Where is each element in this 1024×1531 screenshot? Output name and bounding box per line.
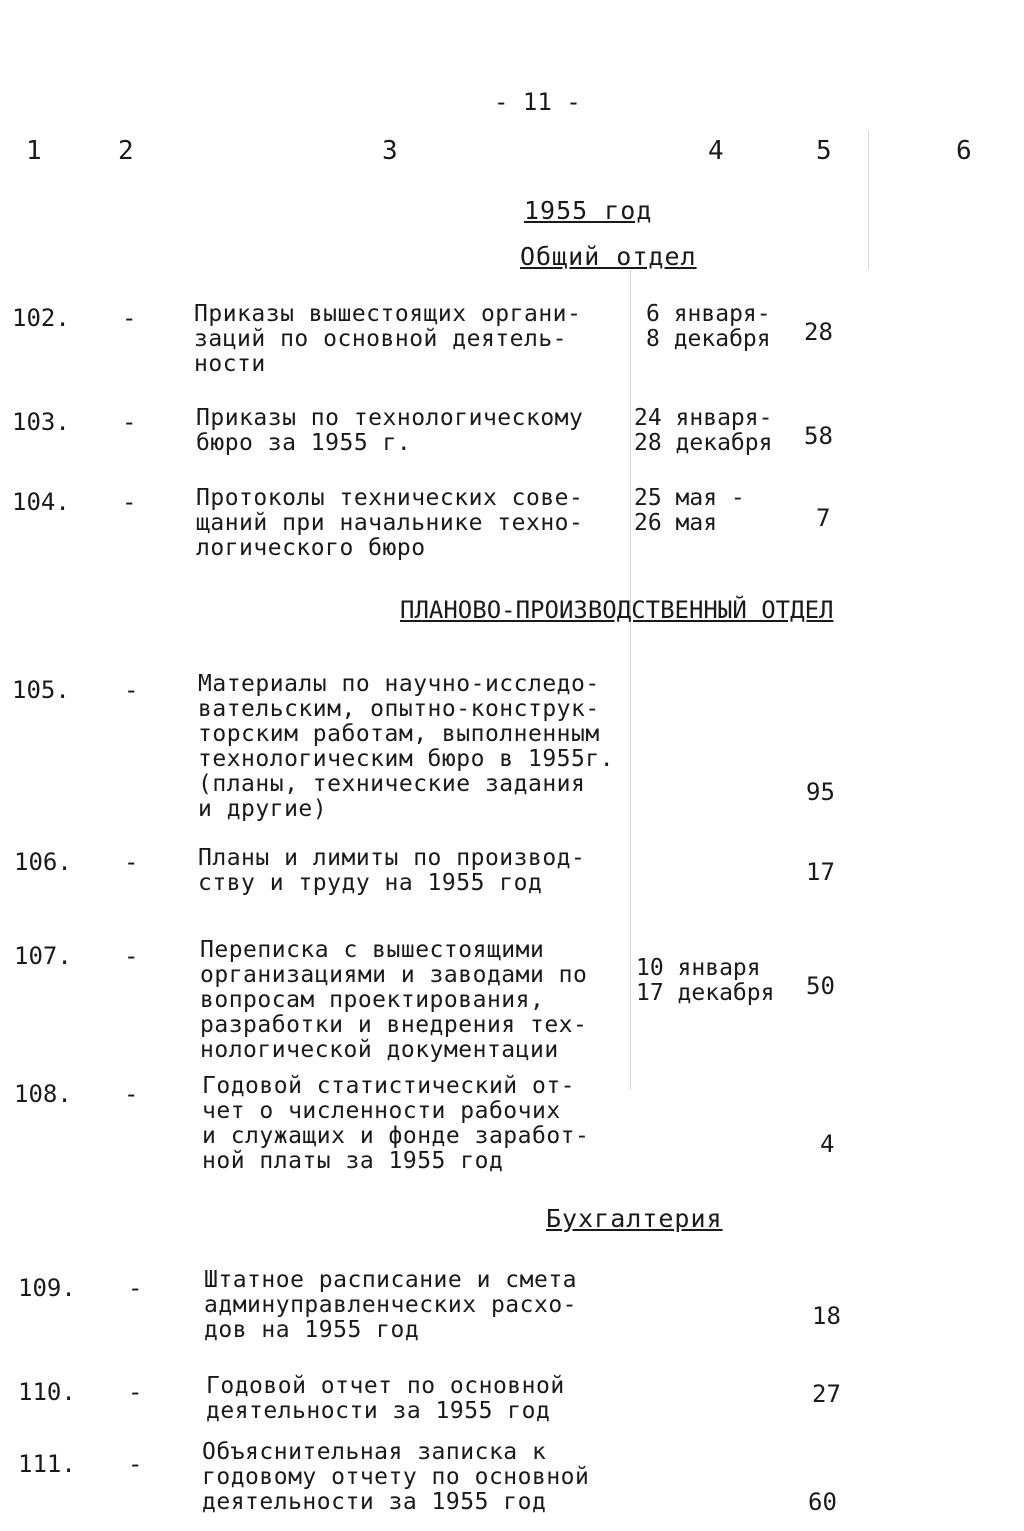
row-number: 107. xyxy=(14,942,72,970)
row-count: 58 xyxy=(804,422,833,450)
row-number: 106. xyxy=(14,848,72,876)
column-divider xyxy=(868,130,869,270)
row-description: Объяснительная записка к годовому отчету по основной деятельности за 1955 год xyxy=(202,1439,590,1515)
row-number: 103. xyxy=(12,408,70,436)
row-number: 104. xyxy=(12,488,70,516)
row-count: 17 xyxy=(806,858,835,886)
row-number: 110. xyxy=(18,1378,76,1406)
row-dates: 6 января- 8 декабря xyxy=(646,301,771,352)
column-header-4: 4 xyxy=(708,136,724,166)
row-number: 108. xyxy=(14,1080,72,1108)
section-title: ПЛАНОВО-ПРОИЗВОДСТВЕННЫЙ ОТДЕЛ xyxy=(400,596,834,624)
row-number: 105. xyxy=(12,676,70,704)
row-dash: - xyxy=(128,1450,143,1478)
row-count: 27 xyxy=(812,1380,841,1408)
row-count: 60 xyxy=(808,1488,837,1516)
row-count: 7 xyxy=(816,504,831,532)
section-title: Общий отдел xyxy=(520,242,697,271)
row-description: Протоколы технических сове- щаний при начальнике техно- логического бюро xyxy=(196,485,584,561)
row-description: Приказы по технологическому бюро за 1955 г. xyxy=(196,405,584,456)
row-description: Годовой статистический от- чет о численности рабочих и служащих и фонде заработ- ной платы за 1955 год xyxy=(202,1073,590,1174)
row-description: Материалы по научно-исследо- вательским, опытно-конструк- торским работам, выполненным технологическим бюро в 1955г. (планы, технические задания и другие) xyxy=(198,671,615,822)
row-dash: - xyxy=(124,942,139,970)
row-count: 4 xyxy=(820,1130,835,1158)
row-dates: 10 января 17 декабря xyxy=(636,955,775,1006)
row-description: Штатное расписание и смета админуправленческих расхо- дов на 1955 год xyxy=(204,1267,578,1343)
row-dash: - xyxy=(124,848,139,876)
row-description: Планы и лимиты по производ- ству и труду на 1955 год xyxy=(198,845,586,896)
row-description: Приказы вышестоящих органи- заций по основной деятель- ности xyxy=(194,301,582,377)
row-dash: - xyxy=(124,1080,139,1108)
row-number: 109. xyxy=(18,1274,76,1302)
row-dash: - xyxy=(122,408,137,436)
column-divider xyxy=(630,270,631,1090)
column-header-6: 6 xyxy=(956,136,972,166)
row-dash: - xyxy=(128,1378,143,1406)
column-header-5: 5 xyxy=(816,136,832,166)
row-number: 111. xyxy=(18,1450,76,1478)
year-heading: 1955 год xyxy=(524,196,653,225)
row-dash: - xyxy=(122,304,137,332)
row-count: 50 xyxy=(806,972,835,1000)
column-header-3: 3 xyxy=(382,136,398,166)
row-count: 95 xyxy=(806,778,835,806)
row-number: 102. xyxy=(12,304,70,332)
row-dates: 25 мая - 26 мая xyxy=(634,485,745,536)
row-dates: 24 января- 28 декабря xyxy=(634,405,773,456)
row-description: Годовой отчет по основной деятельности за 1955 год xyxy=(206,1373,565,1424)
page-number: - 11 - xyxy=(494,88,581,116)
section-title: Бухгалтерия xyxy=(546,1204,723,1233)
row-count: 18 xyxy=(812,1302,841,1330)
row-dash: - xyxy=(122,488,137,516)
column-header-2: 2 xyxy=(118,136,134,166)
row-dash: - xyxy=(128,1274,143,1302)
row-description: Переписка с вышестоящими организациями и заводами по вопросам проектирования, разработки и внедрения тех- нологической документации xyxy=(200,937,588,1063)
row-count: 28 xyxy=(804,318,833,346)
column-header-1: 1 xyxy=(26,136,42,166)
row-dash: - xyxy=(124,676,139,704)
